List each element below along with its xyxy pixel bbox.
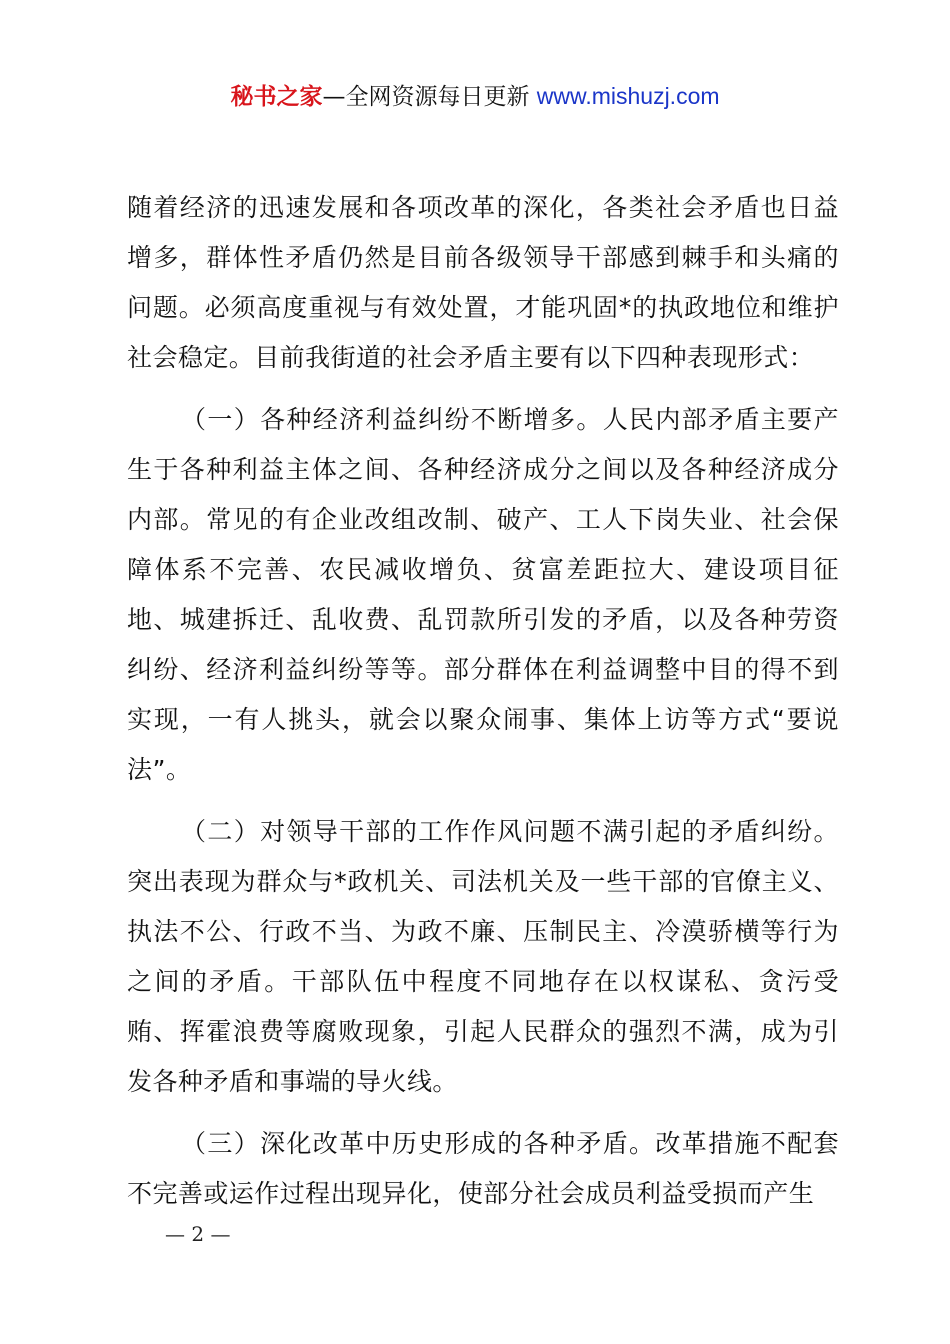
paragraph-section-3: （三）深化改革中历史形成的各种矛盾。改革措施不配套不完善或运作过程出现异化，使部分社会成员利益受损而产生 [127, 1129, 839, 1208]
page-number: — 2 — [165, 1222, 231, 1246]
site-url: www.mishuzj.com [536, 83, 720, 109]
paragraph-section-1: （一）各种经济利益纠纷不断增多。人民内部矛盾主要产生于各种利益主体之间、各种经济成分之间以及各种经济成分内部。常见的有企业改组改制、破产、工人下岗失业、社会保障体系不完善、农民减收增负、贫富差距拉大、建设项目征地、城建拆迁、乱收费、乱罚款所引发的矛盾，以及各种劳资纠纷、经济利益纠纷等等。部分群体在利益调整中目的得不到实现，一有人挑头，就会以聚众闹事、集体上访等方式“要说法”。 [127, 405, 839, 784]
paragraph-intro: 随着经济的迅速发展和各项改革的深化，各类社会矛盾也日益增多，群体性矛盾仍然是目前各级领导干部感到棘手和头痛的问题。必须高度重视与有效处置，才能巩固*的执政地位和维护社会稳定。目前我街道的社会矛盾主要有以下四种表现形式： [127, 193, 839, 372]
paragraph-section-2: （二）对领导干部的工作作风问题不满引起的矛盾纠纷。突出表现为群众与*政机关、司法机关及一些干部的官僚主义、执法不公、行政不当、为政不廉、压制民主、冷漠骄横等行为之间的矛盾。干部队伍中程度不同地存在以权谋私、贪污受贿、挥霍浪费等腐败现象，引起人民群众的强烈不满，成为引发各种矛盾和事端的导火线。 [127, 817, 839, 1096]
document-body [127, 183, 839, 1231]
site-brand: 秘书之家 [230, 84, 323, 110]
site-tagline: —全网资源每日更新 [322, 84, 537, 110]
site-header [0, 80, 950, 113]
